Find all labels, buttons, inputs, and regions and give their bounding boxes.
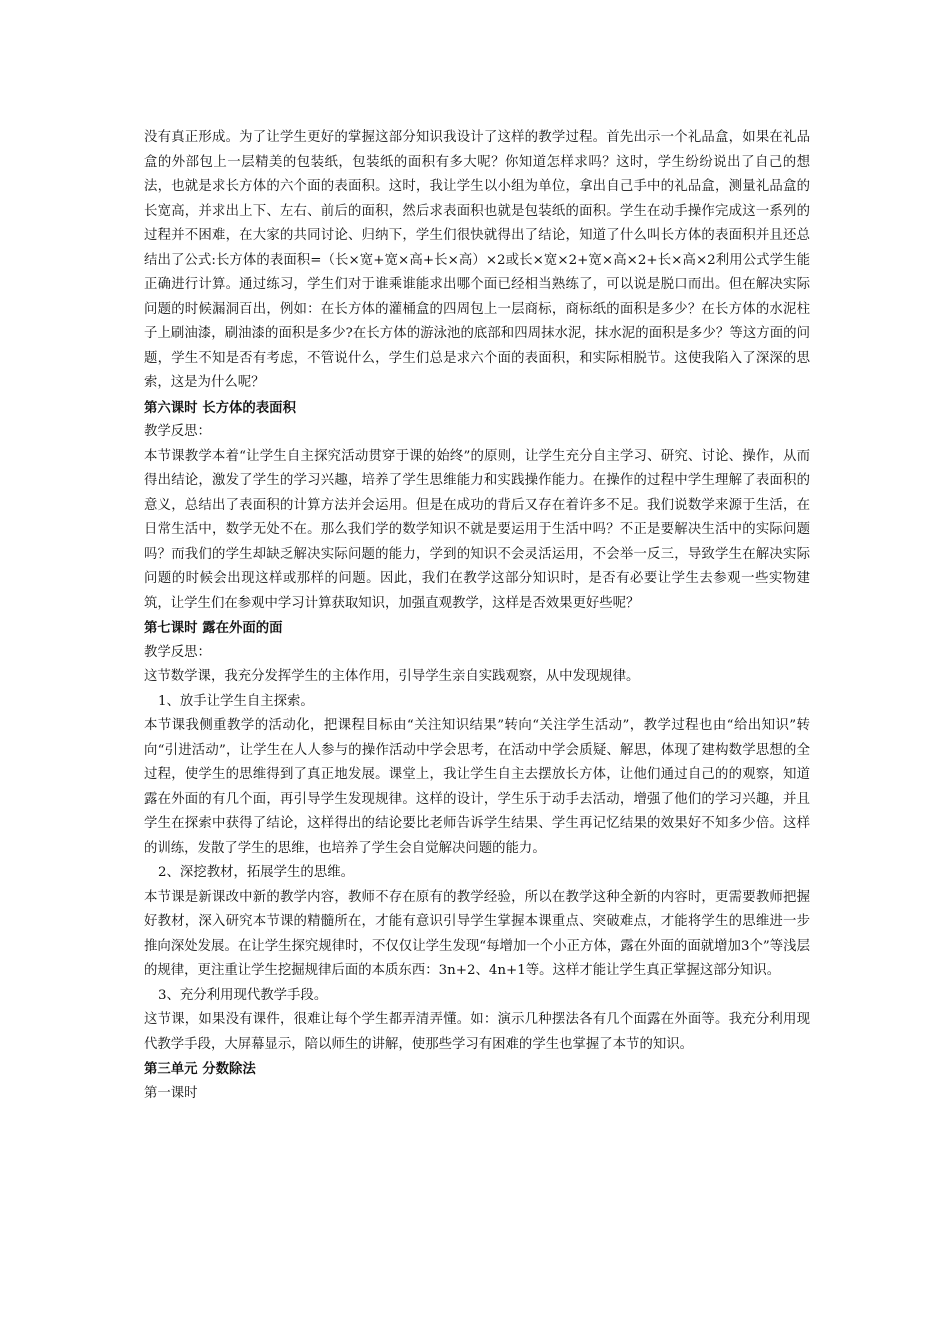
section-heading-lesson-7: 第七课时 露在外面的面	[144, 620, 283, 636]
paragraph-lesson-6-reflection: 本节课教学本着“让学生自主探究活动贯穿于课的始终”的原则，让学生充分自主学习、研究、讨论、操作，从而得出结论，激发了学生的学习兴趣，培养了学生思维能力和实践操作能力。在操作的过程中学生理解了表面积的意义，总结出了表面积的计算方法并会运用。但是在成功的背后又存在着许多不足。我们说数学来源于生活，在日常生活中，数学无处不在。那么我们学的数学知识不就是要运用于生活中吗？不正是要解决生活中的实际问题吗？而我们的学生却缺乏解决实际问题的能力，学到的知识不会灵活运用，不会举一反三，导致学生在解决实际问题的时候会出现这样或那样的问题。因此，我们在教学这部分知识时，是否有必要让学生去参观一些实物建筑，让学生们在参观中学习计算获取知识，加强直观教学，这样是否效果更好些呢？	[144, 448, 810, 611]
document-page	[144, 126, 810, 1106]
paragraph-point-3-body: 这节课，如果没有课件，很难让每个学生都弄清弄懂。如：演示几种摆法各有几个面露在外面等。我充分利用现代教学手段，大屏幕显示，陪以师生的讲解，使那些学习有困难的学生也掌握了本节的知识。	[144, 1012, 810, 1052]
section-heading-lesson-6: 第六课时 长方体的表面积	[144, 399, 296, 416]
paragraph-teaching-reflection-label: 教学反思：	[144, 644, 211, 660]
list-item-point-1: 1、放手让学生自主探索。	[158, 693, 314, 709]
paragraph-point-1-body: 本节课我侧重教学的活动化，把课程目标由“关注知识结果”转向“关注学生活动”，教学过程也由“给出知识”转向“引进活动”，让学生在人人参与的操作活动中学会思考，在活动中学会质疑、解思，体现了建构数学思想的全过程，使学生的思维得到了真正地发展。课堂上，我让学生自主去摆放长方体，让他们通过自己的的观察，知道露在外面的有几个面，再引导学生发现规律。这样的设计，学生乐于动手去活动，增强了他们的学习兴趣，并且学生在探索中获得了结论，这样得出的结论要比老师告诉学生结果、学生再记忆结果的效果好不知多少倍。这样的训练，发散了学生的思维，也培养了学生会自觉解决问题的能力。	[144, 718, 810, 856]
list-item-point-3: 3、充分利用现代教学手段。	[158, 987, 328, 1003]
paragraph-surface-area-intro: 没有真正形成。为了让学生更好的掌握这部分知识我设计了这样的教学过程。首先出示一个礼品盒，如果在礼品盒的外部包上一层精美的包装纸，包装纸的面积有多大呢？你知道怎样求吗？这时，学生纷纷说出了自己的想法，也就是求长方体的六个面的表面积。这时，我让学生以小组为单位，拿出自己手中的礼品盒，测量礼品盒的长宽高，并求出上下、左右、前后的面积，然后求表面积也就是包装纸的面积。学生在动手操作完成这一系列的过程并不困难，在大家的共同讨论、归纳下，学生们很快就得出了结论，知道了什么叫长方体的表面积并且还总结出了公式:长方体的表面积=（长×宽+宽×高+长×高）×2或长×宽×2+宽×高×2+长×高×2利用公式学生能正确进行计算。通过练习，学生们对于谁乘谁能求出哪个面已经相当熟练了，可以说是脱口而出。但在解决实际问题的时候漏洞百出，例如：在长方体的灌桶盒的四周包上一层商标，商标纸的面积是多少？在长方体的水泥柱子上刷油漆，刷油漆的面积是多少?在长方体的游泳池的底部和四周抹水泥，抹水泥的面积是多少？等这方面的问题，学生不知是否有考虑，不管说什么，学生们总是求六个面的表面积，和实际相脱节。这使我陷入了深深的思索，这是为什么呢？	[144, 130, 810, 390]
paragraph-lesson-7-summary: 这节数学课，我充分发挥学生的主体作用，引导学生亲自实践观察，从中发现规律。	[144, 669, 640, 684]
paragraph-lesson-1-label: 第一课时	[144, 1085, 198, 1101]
section-heading-unit-3: 第三单元 分数除法	[144, 1061, 256, 1077]
list-item-point-2: 2、深挖教材，拓展学生的思维。	[158, 865, 354, 880]
paragraph-teaching-reflection-label: 教学反思：	[144, 424, 211, 439]
paragraph-point-2-body: 本节课是新课改中新的教学内容，教师不存在原有的教学经验，所以在教学这种全新的内容时，更需要教师把握好教材，深入研究本节课的精髓所在，才能有意识引导学生掌握本课重点、突破难点，才能将学生的思维进一步推向深处发展。在让学生探究规律时，不仅仅让学生发现“每增加一个小正方体，露在外面的面就增加3个”等浅层的规律，更注重让学生挖掘规律后面的本质东西：3n+2、4n+1等。这样才能让学生真正掌握这部分知识。	[144, 889, 810, 978]
